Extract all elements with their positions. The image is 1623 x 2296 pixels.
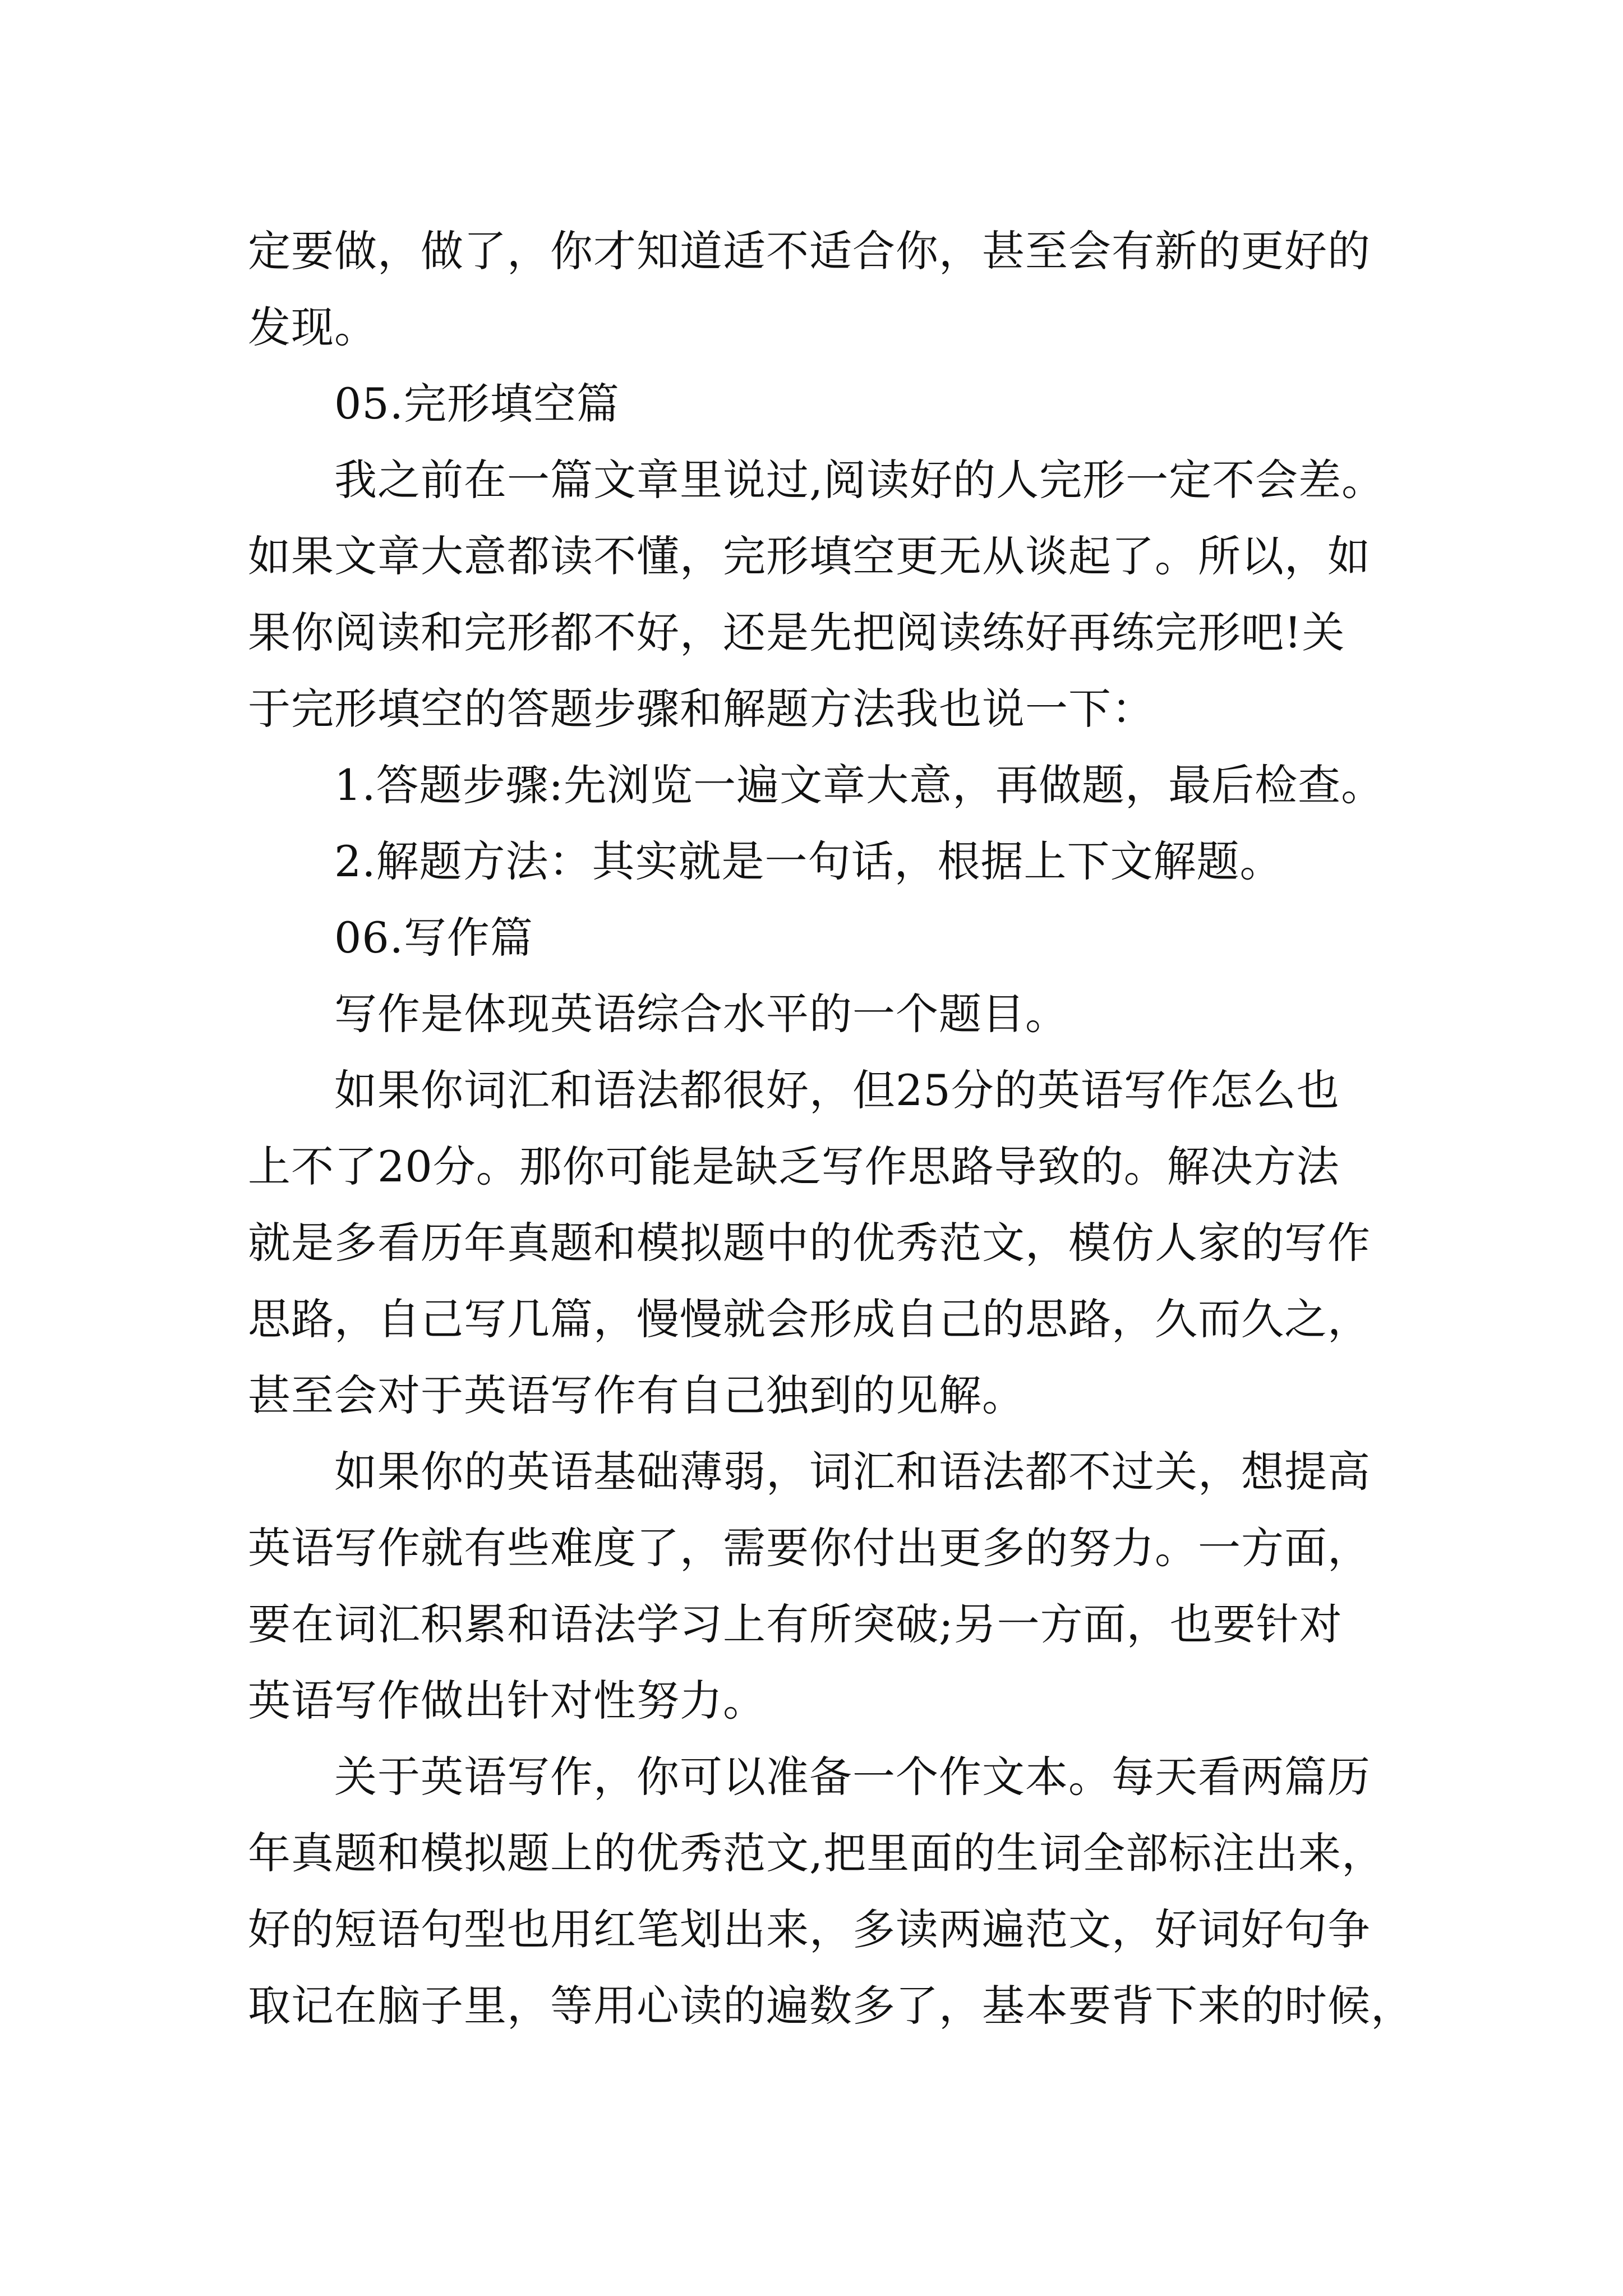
text-line: 如果文章大意都读不懂，完形填空更无从谈起了。所以，如 xyxy=(248,531,1371,581)
section-heading-cloze: 05.完形填空篇 xyxy=(334,379,620,429)
text-line: 我之前在一篇文章里说过,阅读好的人完形一定不会差。 xyxy=(334,455,1385,505)
text-line: 取记在脑子里，等用心读的遍数多了，基本要背下来的时候， xyxy=(248,1981,1414,2031)
list-item-solving-method: 2.解题方法：其实就是一句话，根据上下文解题。 xyxy=(334,836,1283,886)
text-line: 发现。 xyxy=(248,302,377,352)
text-line: 年真题和模拟题上的优秀范文,把里面的生词全部标注出来， xyxy=(248,1828,1385,1878)
text-line: 甚至会对于英语写作有自己独到的见解。 xyxy=(248,1370,1025,1420)
text-line: 果你阅读和完形都不好，还是先把阅读练好再练完形吧!关 xyxy=(248,608,1345,657)
text-line: 英语写作就有些难度了，需要你付出更多的努力。一方面， xyxy=(248,1523,1371,1573)
text-line: 关于英语写作，你可以准备一个作文本。每天看两篇历 xyxy=(334,1752,1371,1802)
list-item-answer-steps: 1.答题步骤:先浏览一遍文章大意，再做题，最后检查。 xyxy=(334,760,1385,810)
text-line: 英语写作做出针对性努力。 xyxy=(248,1676,766,1726)
document-body xyxy=(248,213,1414,2044)
text-line: 定要做，做了，你才知道适不适合你，甚至会有新的更好的 xyxy=(248,226,1371,276)
text-line: 如果你词汇和语法都很好，但25分的英语写作怎么也 xyxy=(334,1065,1340,1115)
text-line: 就是多看历年真题和模拟题中的优秀范文，模仿人家的写作 xyxy=(248,1218,1371,1268)
text-line: 好的短语句型也用红笔划出来，多读两遍范文，好词好句争 xyxy=(248,1904,1371,1954)
text-line: 思路，自己写几篇，慢慢就会形成自己的思路，久而久之， xyxy=(248,1294,1371,1344)
text-line: 要在词汇积累和语法学习上有所突破;另一方面，也要针对 xyxy=(248,1599,1343,1649)
text-line: 如果你的英语基础薄弱，词汇和语法都不过关，想提高 xyxy=(334,1447,1371,1497)
text-line: 写作是体现英语综合水平的一个题目。 xyxy=(334,989,1068,1039)
section-heading-writing: 06.写作篇 xyxy=(334,913,533,963)
text-line: 上不了20分。那你可能是缺乏写作思路导致的。解决方法 xyxy=(248,1142,1340,1191)
text-line: 于完形填空的答题步骤和解题方法我也说一下： xyxy=(248,684,1155,734)
